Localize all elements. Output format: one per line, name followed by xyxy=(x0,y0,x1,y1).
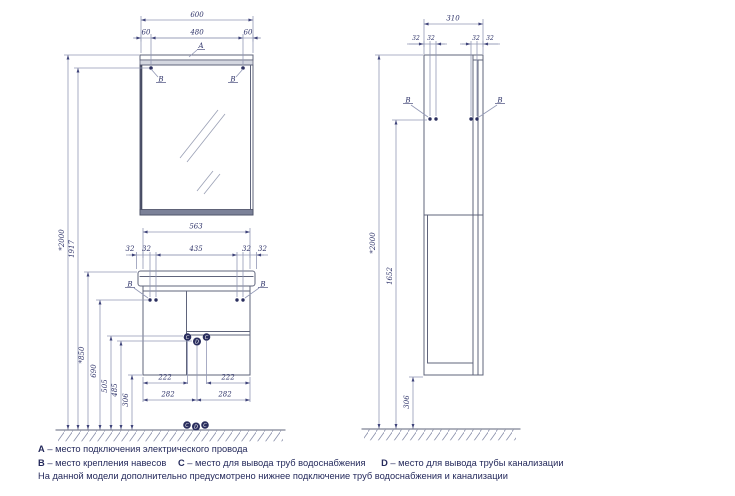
mirror-unit xyxy=(140,42,253,215)
dim-offset-32-side: 32 xyxy=(486,35,494,42)
marker-hanger-label-mirror-right: B xyxy=(230,75,236,84)
side-view xyxy=(362,55,520,440)
dim-offset-32: 32 xyxy=(142,245,151,253)
marker-hanger-label-cabinet-right: B xyxy=(260,280,266,289)
dim-offset-32: 32 xyxy=(125,245,135,253)
legend-key-c: C xyxy=(177,457,185,468)
dim-offset-32: 32 xyxy=(258,245,267,253)
dim-hanger-height-side: 1652 xyxy=(386,267,394,285)
marker-hanger-label-mirror-left: B xyxy=(158,75,164,84)
legend-text-c: – место для вывода труб водоснабжения xyxy=(187,457,366,468)
dim-cabinet-hanger-span: 435 xyxy=(189,245,203,253)
dim-total-height-side: *2000 xyxy=(369,232,377,254)
legend-key-a: A xyxy=(38,444,45,454)
mirror-bottom-shelf xyxy=(140,210,253,216)
marker-water-right: C xyxy=(204,334,209,341)
mirror-lamp-strip xyxy=(140,55,253,60)
dim-offset-32-side: 32 xyxy=(412,35,420,42)
marker-hanger-label-cabinet-left: B xyxy=(127,280,133,289)
dim-mirror-hanger-height: 1917 xyxy=(68,240,76,258)
legend-note: На данной модели дополнительно предусмотрено нижнее подключение труб водоснабжения и канализации xyxy=(38,471,508,481)
cabinet-hanger-point xyxy=(241,298,244,301)
marker-water-left: C xyxy=(185,334,190,341)
cabinet-body xyxy=(143,291,250,375)
side-hanger-point xyxy=(428,117,431,120)
dim-drain-offset-right: 282 xyxy=(218,390,232,399)
cabinet-hanger-point xyxy=(148,298,151,301)
dim-worktop-height: *850 xyxy=(78,346,86,364)
dim-depth: 310 xyxy=(446,14,460,23)
dim-mirror-side-left: 60 xyxy=(141,28,151,37)
side-hanger-point xyxy=(434,117,437,120)
dim-water-offset-left: 222 xyxy=(158,373,172,382)
worktop-lip xyxy=(143,286,250,291)
side-hanger-point xyxy=(475,117,478,120)
legend-line-electric xyxy=(38,443,718,457)
worktop xyxy=(138,271,255,286)
dim-offset-32: 32 xyxy=(242,245,251,253)
dim-bottom-height-front: 306 xyxy=(122,393,130,407)
front-ground xyxy=(56,421,285,441)
dim-total-height-front: *2000 xyxy=(58,229,66,251)
marker-drain: D xyxy=(195,339,199,346)
legend-key-b: B xyxy=(38,457,45,468)
dim-water-offset-right: 222 xyxy=(221,373,235,382)
side-ground-hatch xyxy=(364,430,516,441)
dim-mirror-side-right: 60 xyxy=(243,28,253,37)
marker-hanger-label-side-right: B xyxy=(497,96,503,105)
dim-cabinet-width: 563 xyxy=(189,222,203,231)
legend xyxy=(38,443,718,484)
side-hanger-point xyxy=(469,117,472,120)
mirror-glass xyxy=(140,65,253,215)
front-ground-hatch xyxy=(58,431,283,442)
legend-text-b: – место крепления навесов xyxy=(47,457,167,468)
dim-mirror-width: 600 xyxy=(190,11,204,19)
legend-key-d: D xyxy=(381,457,388,468)
dim-cabinet-hanger-height: 690 xyxy=(90,364,98,378)
marker-hanger-label-side-left: B xyxy=(405,96,411,105)
dim-offset-32-side: 32 xyxy=(472,35,480,42)
dim-mirror-hanger-span: 480 xyxy=(190,28,204,37)
legend-line-connections xyxy=(38,457,718,471)
marker-electric-label: A xyxy=(198,42,204,50)
cabinet-hanger-point xyxy=(235,298,238,301)
dim-bottom-height-side: 306 xyxy=(403,395,411,409)
cabinet-hanger-point xyxy=(154,298,157,301)
dim-drain-height: 485 xyxy=(111,383,119,397)
side-ground xyxy=(362,429,520,440)
mirror-top-frame xyxy=(140,60,253,65)
marker-water-bottom-right: C xyxy=(203,422,207,429)
dim-water-height: 505 xyxy=(101,379,109,393)
dim-offset-32-side: 32 xyxy=(427,35,435,42)
dim-drain-offset-left: 282 xyxy=(161,390,175,399)
marker-water-bottom-left: C xyxy=(185,422,189,429)
legend-text-a: – место подключения электрического провода xyxy=(47,444,248,454)
marker-drain-bottom: D xyxy=(194,424,198,431)
legend-text-d: – место для вывода трубы канализации xyxy=(390,457,564,468)
